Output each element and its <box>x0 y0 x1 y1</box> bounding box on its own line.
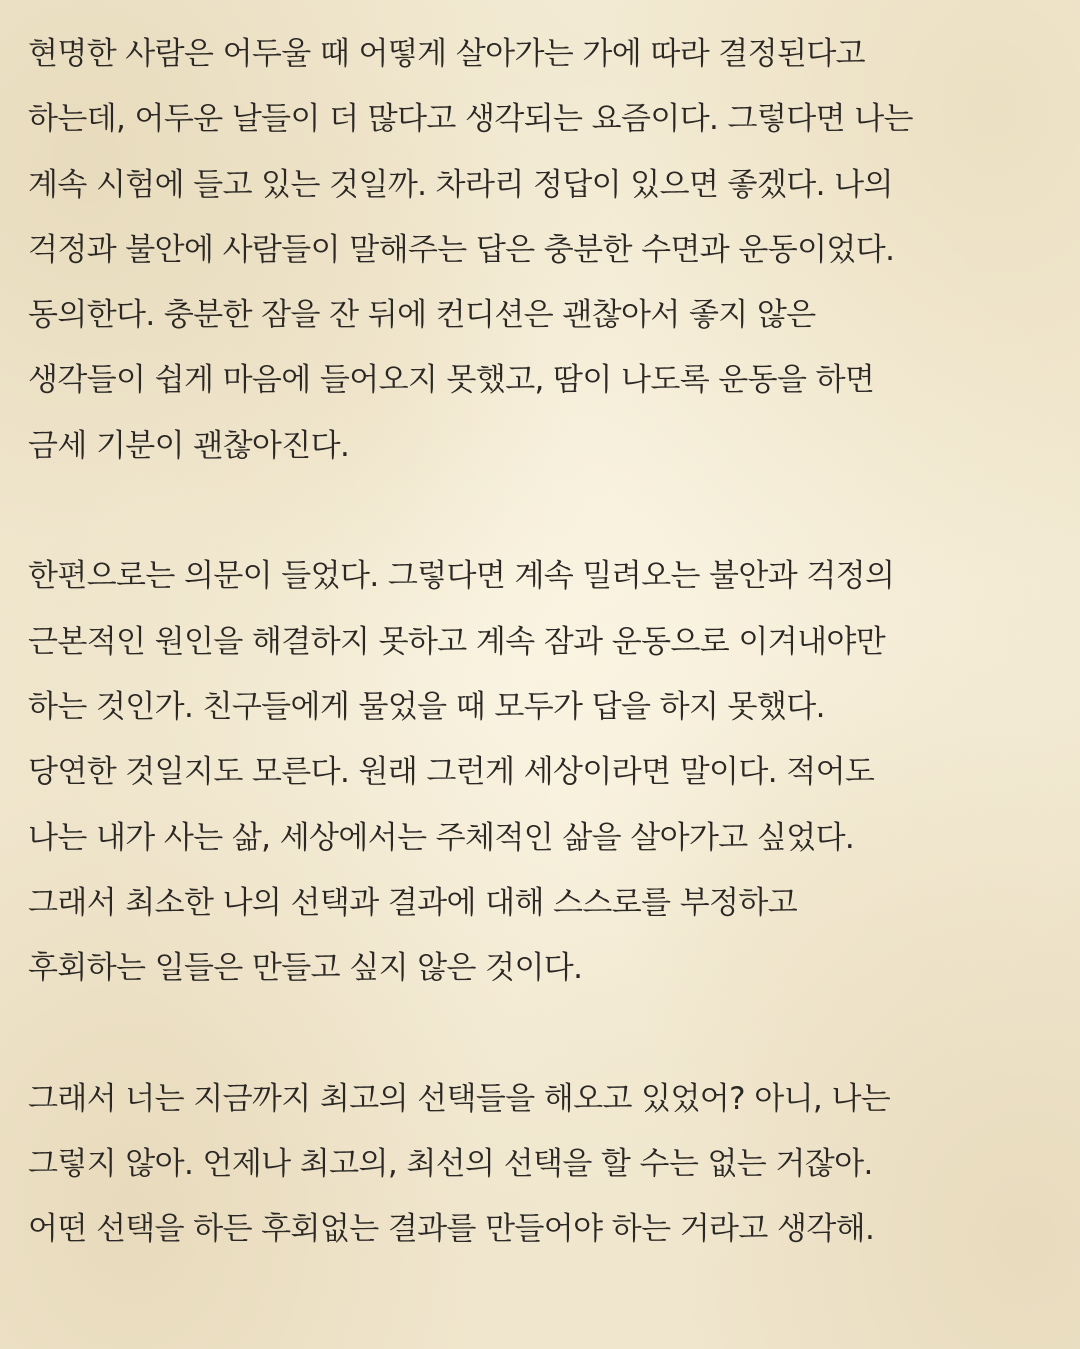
text-line: 그래서 최소한 나의 선택과 결과에 대해 스스로를 부정하고 <box>28 884 798 921</box>
text-line: 걱정과 불안에 사람들이 말해주는 답은 충분한 수면과 운동이었다. <box>28 231 895 268</box>
text-line: 하는데, 어두운 날들이 더 많다고 생각되는 요즘이다. 그렇다면 나는 <box>28 101 913 138</box>
text-line: 현명한 사람은 어두울 때 어떻게 살아가는 가에 따라 결정된다고 <box>28 36 866 72</box>
text-line: 그래서 너는 지금까지 최고의 선택들을 해오고 있었어? 아니, 나는 <box>28 1080 891 1117</box>
text-line: 하는 것인가. 친구들에게 물었을 때 모두가 답을 하지 못했다. <box>28 688 825 725</box>
paragraph-3 <box>28 1067 1068 1263</box>
text-line: 금세 기분이 괜찮아진다. <box>28 427 350 464</box>
text-line: 당연한 것일지도 모른다. 원래 그런게 세상이라면 말이다. 적어도 <box>28 754 875 791</box>
paragraph-2 <box>28 544 1068 1001</box>
text-line: 어떤 선택을 하든 후회없는 결과를 만들어야 하는 거라고 생각해. <box>28 1211 875 1248</box>
text-line: 그렇지 않아. 언제나 최고의, 최선의 선택을 할 수는 없는 거잖아. <box>28 1146 873 1183</box>
text-line: 한편으로는 의문이 들었다. 그렇다면 계속 밀려오는 불안과 걱정의 <box>28 558 895 595</box>
essay-text <box>28 22 1068 1263</box>
text-line: 나는 내가 사는 삶, 세상에서는 주체적인 삶을 살아가고 싶었다. <box>28 819 855 856</box>
text-line: 후회하는 일들은 만들고 싶지 않은 것이다. <box>28 950 583 987</box>
text-line: 근본적인 원인을 해결하지 못하고 계속 잠과 운동으로 이겨내야만 <box>28 623 886 660</box>
text-line: 계속 시험에 들고 있는 것일까. 차라리 정답이 있으면 좋겠다. 나의 <box>28 166 893 203</box>
paragraph-1 <box>28 22 1068 479</box>
text-line: 동의한다. 충분한 잠을 잔 뒤에 컨디션은 괜찮아서 좋지 않은 <box>28 297 816 334</box>
text-line: 생각들이 쉽게 마음에 들어오지 못했고, 땀이 나도록 운동을 하면 <box>28 362 875 399</box>
